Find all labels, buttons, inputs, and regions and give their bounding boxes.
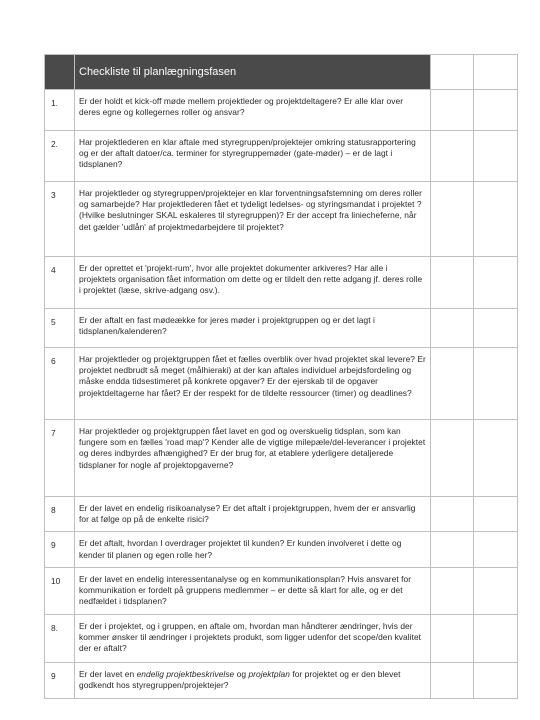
header-num-cell bbox=[45, 55, 75, 90]
row-number: 2. bbox=[45, 131, 75, 182]
row-number: 8 bbox=[45, 497, 75, 532]
question-text: Er der lavet en bbox=[79, 668, 137, 679]
table-row bbox=[45, 182, 518, 257]
nej-checkbox-cell[interactable] bbox=[474, 532, 518, 567]
table-row bbox=[45, 497, 518, 532]
row-question: Er der aftalt en fast mødeække for jeres møder i projektgruppen og er det lagt i tidsplanen/kalenderen? bbox=[75, 309, 431, 348]
ja-checkbox-cell[interactable] bbox=[431, 90, 474, 131]
table-row bbox=[45, 662, 518, 698]
table-row bbox=[45, 532, 518, 567]
row-number: 9 bbox=[45, 532, 75, 567]
nej-checkbox-cell[interactable] bbox=[474, 662, 518, 698]
ja-checkbox-cell[interactable] bbox=[431, 614, 474, 662]
nej-checkbox-cell[interactable] bbox=[474, 257, 518, 309]
row-question bbox=[75, 662, 431, 698]
table-row bbox=[45, 90, 518, 131]
nej-checkbox-cell[interactable] bbox=[474, 131, 518, 182]
checklist-title: Checkliste til planlægningsfasen bbox=[75, 55, 431, 90]
ja-checkbox-cell[interactable] bbox=[431, 257, 474, 309]
row-number: 7 bbox=[45, 420, 75, 497]
row-question: Har projektleder og styregruppen/projektejer en klar forventningsafstemning om deres roller og samarbejde? Har projektlederen fået et tydeligt ledelses- og styringsmandat i projektet ? (Hvilke beslutninger SKAL eskaleres til styregruppen)? Er der accept fra liniecheferne, når det gælder 'udlån' af projektmedarbejdere til projektet? bbox=[75, 182, 431, 257]
nej-checkbox-cell[interactable] bbox=[474, 348, 518, 420]
nej-checkbox-cell[interactable] bbox=[474, 567, 518, 614]
ja-checkbox-cell[interactable] bbox=[431, 348, 474, 420]
row-number: 9 bbox=[45, 662, 75, 698]
table-row bbox=[45, 348, 518, 420]
row-question: Har projektlederen en klar aftale med styregruppen/projektejer omkring statusrapportering og er der aftalt datoer/ca. terminer for styregruppemøder (gate-møder) – er de lagt i tidsplanen? bbox=[75, 131, 431, 182]
emphasis-text: projektplan bbox=[248, 668, 290, 679]
header-ja-cell bbox=[431, 55, 474, 90]
nej-checkbox-cell[interactable] bbox=[474, 420, 518, 497]
table-row bbox=[45, 614, 518, 662]
question-text: for projektet og er den blevet godkendt hos styregruppen/projektejer? bbox=[79, 668, 401, 691]
row-question: Er der i projektet, og i gruppen, en aftale om, hvordan man håndterer ændringer, hvis der kommer ønsker til ændringer i projektets produkt, som ligger udenfor det scope/den kvalitet der er aftalt? bbox=[75, 614, 431, 662]
ja-checkbox-cell[interactable] bbox=[431, 309, 474, 348]
row-question: Har projektleder og projektgruppen fået et fælles overblik over hvad projektet skal levere? Er projektet nedbrudt så meget (målhieraki) at der kan aftales individuel arbejdsfordeling og måske endda tidsestimeret på konkrete opgaver? Er der ejerskab til de opgaver projektdeltagerne har fået? Er der respekt for de tildelte ressourcer (timer) og deadlines? bbox=[75, 348, 431, 420]
row-question: Har projektleder og projektgruppen fået lavet en god og overskuelig tidsplan, som kan fungere som en fælles 'road map'? Kender alle de vigtige milepæle/del-leverancer i projektet og deres indbyrdes afhængighed? Er der brug for, at etablere yderligere detaljerede tidsplaner for nogle af projektopgaverne? bbox=[75, 420, 431, 497]
checklist-table bbox=[44, 54, 518, 699]
nej-checkbox-cell[interactable] bbox=[474, 309, 518, 348]
ja-checkbox-cell[interactable] bbox=[431, 662, 474, 698]
table-row bbox=[45, 257, 518, 309]
row-number: 10 bbox=[45, 567, 75, 614]
row-number: 5 bbox=[45, 309, 75, 348]
ja-checkbox-cell[interactable] bbox=[431, 497, 474, 532]
row-number: 1. bbox=[45, 90, 75, 131]
row-number: 6 bbox=[45, 348, 75, 420]
header-nej-cell bbox=[474, 55, 518, 90]
nej-checkbox-cell[interactable] bbox=[474, 614, 518, 662]
row-question: Er der lavet en endelig risikoanalyse? Er det aftalt i projektgruppen, hvem der er ansvarlig for at følge op på de enkelte risici? bbox=[75, 497, 431, 532]
table-header-row bbox=[45, 55, 518, 90]
row-number: 4 bbox=[45, 257, 75, 309]
ja-checkbox-cell[interactable] bbox=[431, 131, 474, 182]
table-row bbox=[45, 131, 518, 182]
row-question: Er der lavet en endelig interessentanalyse og en kommunikationsplan? Hvis ansvaret for kommunikation er fordelt på gruppens medlemmer – er dette så klart for alle, og er det nedfældet i tidsplanen? bbox=[75, 567, 431, 614]
nej-checkbox-cell[interactable] bbox=[474, 497, 518, 532]
ja-checkbox-cell[interactable] bbox=[431, 567, 474, 614]
table-row bbox=[45, 420, 518, 497]
row-number: 8. bbox=[45, 614, 75, 662]
ja-checkbox-cell[interactable] bbox=[431, 532, 474, 567]
nej-checkbox-cell[interactable] bbox=[474, 90, 518, 131]
ja-checkbox-cell[interactable] bbox=[431, 420, 474, 497]
emphasis-text: endelig projektbeskrivelse bbox=[136, 668, 235, 679]
ja-checkbox-cell[interactable] bbox=[431, 182, 474, 257]
table-row bbox=[45, 567, 518, 614]
row-number: 3 bbox=[45, 182, 75, 257]
table-row bbox=[45, 309, 518, 348]
question-text: og bbox=[234, 668, 249, 679]
nej-checkbox-cell[interactable] bbox=[474, 182, 518, 257]
row-question: Er der holdt et kick-off møde mellem projektleder og projektdeltagere? Er alle klar over deres egne og kollegernes roller og ansvar? bbox=[75, 90, 431, 131]
row-question: Er det aftalt, hvordan I overdrager projektet til kunden? Er kunden involveret i dette og kender til planen og egen rolle her? bbox=[75, 532, 431, 567]
row-question: Er der oprettet et 'projekt-rum', hvor alle projektet dokumenter arkiveres? Har alle i projektets organisation fået information om dette og er tildelt den rette adgang jf. deres rolle i projektet (læse, skrive-adgang osv.). bbox=[75, 257, 431, 309]
